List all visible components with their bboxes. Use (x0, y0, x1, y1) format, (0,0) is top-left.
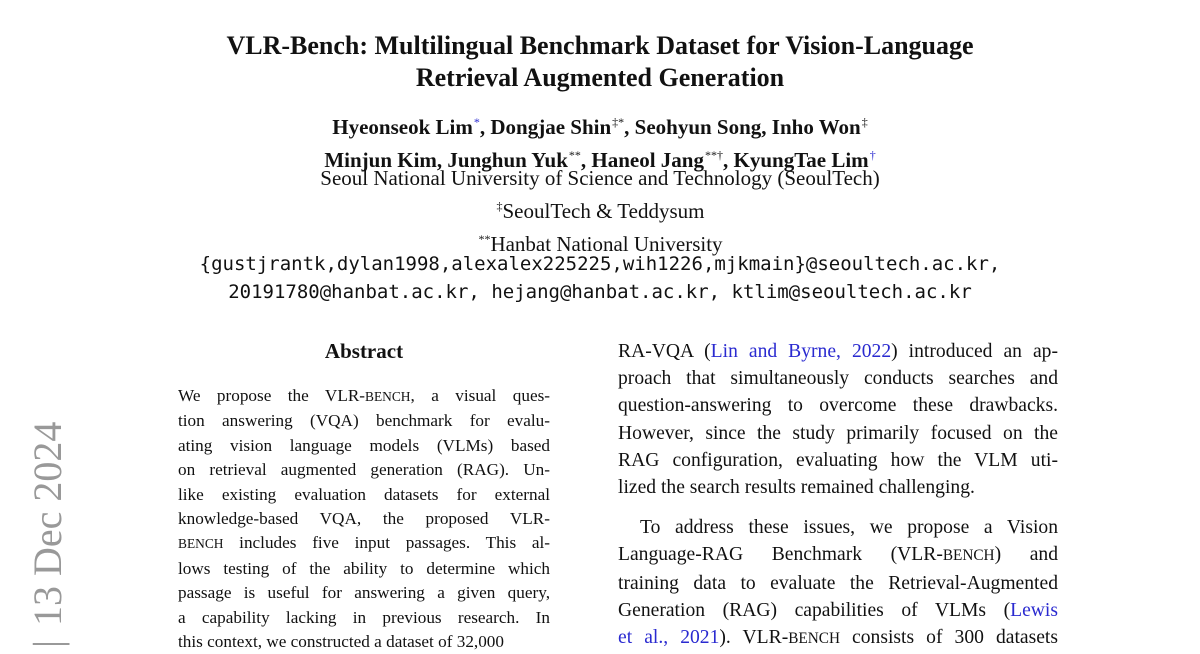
affiliation (150, 164, 1050, 192)
body-line: To address these issues, we propose a Vision (640, 517, 1058, 539)
title-line: Retrieval Augmented Generation (415, 63, 785, 92)
paragraph (618, 338, 1058, 501)
abstract-line: tion answering (VQA) benchmark for evalu- (178, 411, 550, 431)
affiliation (150, 192, 1050, 225)
author-separator: , (479, 115, 491, 139)
author-separator: , (624, 115, 635, 139)
citation-link[interactable]: et al., 2021 (618, 627, 720, 649)
small-caps-text: BENCH (365, 389, 411, 404)
abstract-line: on retrieval augmented generation (RAG). Un- (178, 460, 550, 480)
body-line: training data to evaluate the Retrieval-Augmented (618, 572, 1058, 594)
abstract-line: passage is useful for answering a given query, (178, 583, 550, 603)
author-name: Haneol Jang (591, 148, 704, 172)
body-line: lized the search results remained challenging. (618, 477, 975, 499)
author-footnote-mark[interactable]: † (869, 148, 876, 162)
arxiv-side-stamp (18, 48, 78, 648)
body-line: question-answering to overcome these drawbacks. (618, 395, 1058, 417)
email-list (100, 250, 1100, 306)
author-line (150, 108, 1050, 141)
abstract-line: We propose the VLR-BENCH, a visual ques- (178, 386, 550, 405)
abstract-body (178, 384, 550, 654)
author-footnote-mark[interactable]: * (473, 115, 480, 129)
author-name: Junghun Yuk (447, 148, 568, 172)
author-name: Hyeonseok Lim (332, 115, 473, 139)
author-footnote-mark: **† (705, 148, 723, 162)
body-line: proach that simultaneously conducts searches and (618, 368, 1058, 390)
body-line: Generation (RAG) capabilities of VLMs (Lewis (618, 599, 1058, 621)
right-column-text (618, 338, 1058, 652)
affiliation-text: SeoulTech & Teddysum (502, 199, 705, 223)
author-separator: , (436, 148, 448, 172)
author-separator: , (723, 148, 734, 172)
author-name: Minjun Kim (324, 148, 437, 172)
affiliation-mark: ‡ (496, 199, 503, 213)
paper-title (150, 30, 1050, 94)
arxiv-stamp-bar: | (25, 639, 70, 648)
body-line: et al., 2021). VLR-BENCH consists of 300 datasets (618, 627, 1059, 649)
abstract-line: a capability lacking in previous research. In (178, 607, 550, 627)
citation-link[interactable]: Lewis (1010, 599, 1058, 621)
affiliation-mark: ** (478, 232, 491, 246)
author-name: Seohyun Song (634, 115, 762, 139)
abstract-line: ating vision language models (VLMs) based (178, 435, 550, 455)
abstract-line: lows testing of the ability to determine which (178, 558, 550, 578)
arxiv-date: 13 Dec 2024 (25, 421, 70, 626)
email-line: {gustjrantk,dylan1998,alexalex225225,wih1226,mjkmain}@seoultech.ac.kr, (199, 253, 1001, 275)
author-name: Dongjae Shin (490, 115, 612, 139)
author-footnote-mark: ‡ (861, 115, 868, 129)
abstract-heading: Abstract (324, 339, 404, 363)
title-line: VLR-Bench: Multilingual Benchmark Dataset for Vision-Language (226, 31, 974, 60)
body-line: However, since the study primarily focused on the (618, 422, 1058, 444)
body-line: RAG configuration, evaluating how the VLM uti- (618, 449, 1058, 471)
affiliation-list (150, 164, 1050, 258)
affiliation-text: Hanbat National University (490, 232, 723, 256)
author-footnote-mark: ** (568, 148, 581, 162)
abstract-line: knowledge-based VQA, the proposed VLR- (178, 509, 550, 529)
author-separator: , (580, 148, 592, 172)
paragraph (618, 514, 1058, 652)
body-line: Language-RAG Benchmark (VLR-BENCH) and (618, 544, 1058, 566)
abstract-line: like existing evaluation datasets for external (178, 484, 550, 504)
email-line: 20191780@hanbat.ac.kr, hejang@hanbat.ac.kr, ktlim@seoultech.ac.kr (228, 281, 972, 303)
affiliation-text: Seoul National University of Science and Technology (SeoulTech) (320, 166, 880, 190)
author-name: Inho Won (771, 115, 861, 139)
small-caps-text: BENCH (942, 547, 995, 565)
author-separator: , (761, 115, 772, 139)
citation-link[interactable]: Lin and Byrne, 2022 (710, 341, 892, 362)
small-caps-text: BENCH (178, 536, 224, 552)
body-line: RA-VQA (Lin and Byrne, 2022) introduced an ap- (618, 341, 1058, 362)
abstract-line: BENCH includes five input passages. This al- (178, 533, 550, 553)
small-caps-text: BENCH (788, 630, 840, 648)
abstract-line: this context, we constructed a dataset of 32,000 (178, 632, 504, 652)
author-name: KyungTae Lim (733, 148, 869, 172)
author-footnote-mark: ‡* (612, 115, 625, 129)
